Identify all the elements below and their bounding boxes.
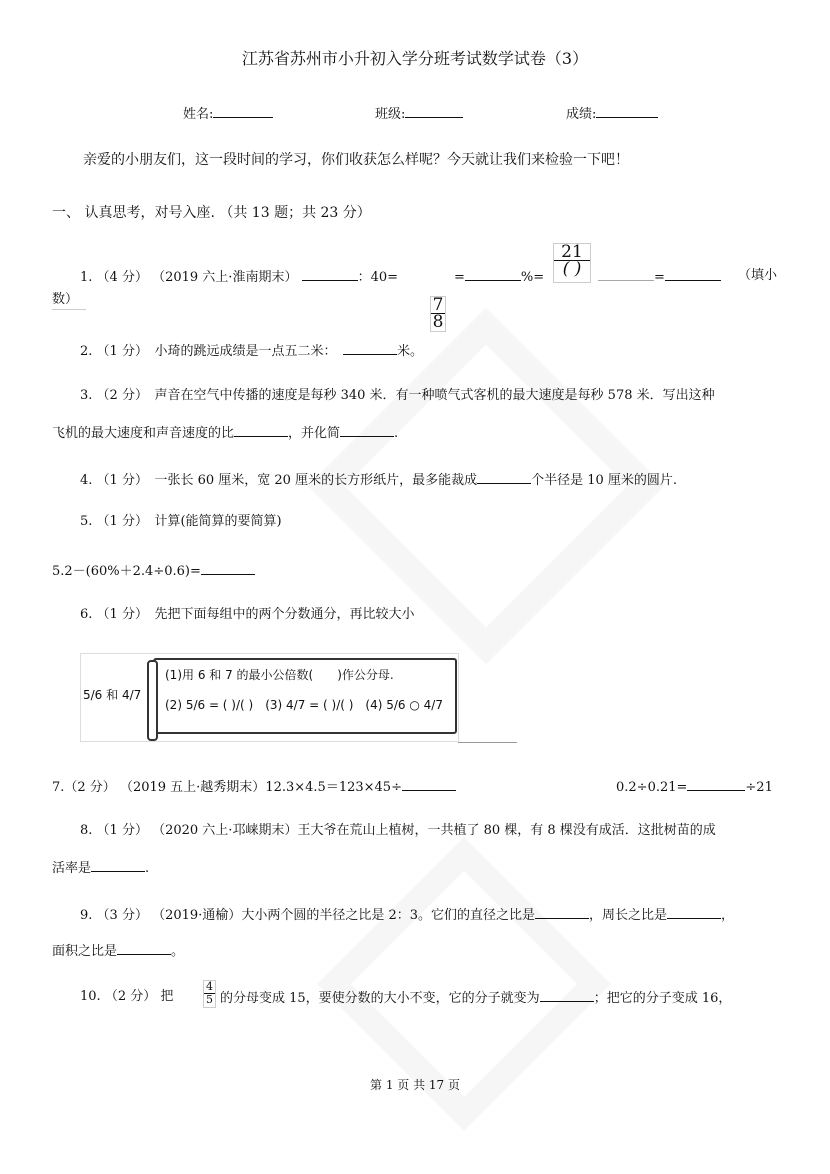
answer-blank[interactable] bbox=[598, 267, 654, 281]
question-2: 2. （1 分） 小琦的跳远成绩是一点五二米： 米。 bbox=[80, 341, 423, 361]
answer-blank[interactable] bbox=[402, 777, 456, 791]
question-1-part2: = %= bbox=[454, 267, 544, 287]
fraction-image: 21 ( ) bbox=[553, 243, 591, 283]
question-5-expr: 5.2－(60%＋2.4÷0.6)= bbox=[52, 561, 255, 581]
name-label: 姓名: bbox=[183, 107, 214, 122]
answer-blank[interactable] bbox=[201, 561, 255, 575]
answer-blank[interactable] bbox=[302, 267, 358, 281]
question-1: 1. （4 分） （2019 六上·淮南期末） ：40= bbox=[80, 267, 398, 287]
intro-text: 亲爱的小朋友们，这一段时间的学习，你们收获怎么样呢？今天就让我们来检验一下吧！ bbox=[83, 152, 629, 168]
answer-blank[interactable] bbox=[91, 858, 145, 872]
figure-line-2: (2) 5/6 = ( )/( ) (3) 4/7 = ( )/( ) (4) 5/6 ○ 4/7 bbox=[165, 698, 443, 712]
fraction-image: $\frac{4}{5}$ bbox=[203, 980, 216, 1008]
figure-line-1: (1)用 6 和 7 的最小公倍数( )作公分母. bbox=[165, 668, 394, 682]
page-footer: 第 1 页 共 17 页 bbox=[370, 1078, 460, 1092]
page-title: 江苏省苏州市小升初入学分班考试数学试卷（3） bbox=[241, 49, 589, 68]
question-5: 5. （1 分） 计算(能简算的要简算) bbox=[80, 514, 282, 529]
question-3: 3. （2 分） 声音在空气中传播的速度是每秒 340 米．有一种喷气式客机的最大速度是每秒 578 米．写出这种 bbox=[80, 388, 715, 403]
answer-blank[interactable] bbox=[117, 941, 171, 955]
answer-blank[interactable] bbox=[340, 423, 394, 437]
section-heading: 一、 认真思考，对号入座. （共 13 题；共 23 分） bbox=[52, 205, 371, 221]
answer-blank[interactable] bbox=[458, 742, 517, 743]
answer-blank[interactable] bbox=[343, 341, 397, 355]
answer-blank[interactable] bbox=[535, 905, 589, 919]
answer-blank[interactable] bbox=[540, 988, 594, 1002]
question-3-cont: 飞机的最大速度和声音速度的比 ，并化简 . bbox=[52, 423, 398, 443]
question-8-cont: 活率是 . bbox=[52, 858, 149, 878]
question-1-cont: 数） bbox=[52, 291, 86, 310]
answer-blank[interactable] bbox=[465, 267, 521, 281]
name-field[interactable] bbox=[183, 104, 273, 124]
question-7: 7.（2 分） （2019 五上·越秀期末）12.3×4.5＝123×45÷ bbox=[52, 777, 456, 797]
question-9-cont: 面积之比是 。 bbox=[52, 941, 184, 961]
class-field[interactable] bbox=[375, 104, 463, 124]
answer-blank[interactable] bbox=[477, 470, 531, 484]
question-7-right: 0.2÷0.21= ÷21 bbox=[616, 777, 773, 797]
answer-blank[interactable] bbox=[687, 777, 745, 791]
score-field[interactable] bbox=[566, 104, 658, 124]
question-6: 6. （1 分） 先把下面每组中的两个分数通分，再比较大小 bbox=[80, 607, 415, 622]
question-9: 9. （3 分） （2019·通榆）大小两个圆的半径之比是 2：3。它们的直径之比是 ，周长之比是 ， bbox=[80, 905, 734, 925]
question-8: 8. （1 分） （2020 六上·邛崃期末）王大爷在荒山上植树，一共植了 80 棵，有 8 棵没有成活．这批树苗的成 bbox=[80, 823, 716, 838]
class-label: 班级: bbox=[375, 107, 406, 122]
question-1-part4: （填小 bbox=[738, 268, 778, 283]
scroll-rod bbox=[147, 660, 158, 741]
score-label: 成绩: bbox=[566, 107, 597, 122]
answer-blank[interactable] bbox=[665, 267, 721, 281]
question-1-part3: = bbox=[598, 267, 721, 287]
answer-blank[interactable] bbox=[234, 423, 288, 437]
question-4: 4. （1 分） 一张长 60 厘米，宽 20 厘米的长方形纸片，最多能裁成 个半径是 10 厘米的圆片. bbox=[80, 470, 677, 490]
answer-blank[interactable] bbox=[667, 905, 721, 919]
fraction-comparison-figure bbox=[80, 653, 459, 742]
fraction-image: $\frac{7}{8}$ bbox=[430, 296, 446, 332]
figure-fractions: 5/6 和 4/7 bbox=[83, 688, 142, 702]
question-10-cont: 的分母变成 15，要使分数的大小不变，它的分子就变为 ；把它的分子变成 16， bbox=[220, 988, 731, 1008]
question-10: 10. （2 分） 把 bbox=[80, 989, 174, 1004]
